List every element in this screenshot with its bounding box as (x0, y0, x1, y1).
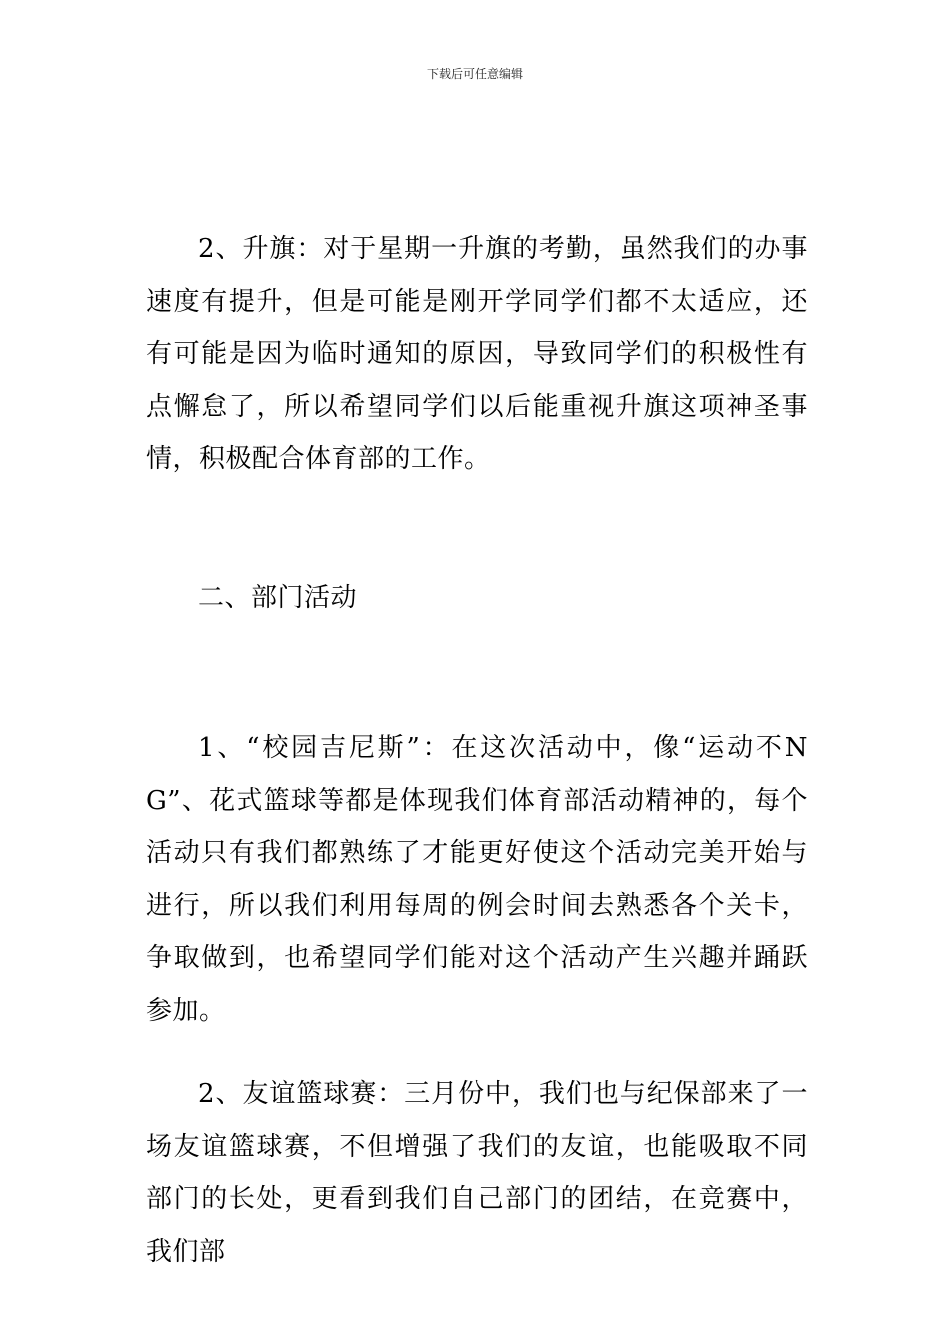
section-heading-department-activities: 二、部门活动 (198, 583, 358, 613)
paragraph-campus-guinness: 1、“校园吉尼斯”：在这次活动中，像“运动不NG”、花式篮球等都是体现我们体育部活动精神的，每个活动只有我们都熟练了才能更好使这个活动完美开始与进行，所以我们利用每周的例会时间去熟悉各个关卡，争取做到，也希望同学们能对这个活动产生兴趣并踊跃参加。 (146, 733, 808, 1026)
paragraph-flag-raising: 2、升旗：对于星期一升旗的考勤，虽然我们的办事速度有提升，但是可能是刚开学同学们都不太适应，还有可能是因为临时通知的原因，导致同学们的积极性有点懈怠了，所以希望同学们以后能重视升旗这项神圣事情，积极配合体育部的工作。 (146, 234, 808, 474)
page-header-note: 下载后可任意编辑 (426, 67, 523, 81)
paragraph-friendly-basketball: 2、友谊篮球赛：三月份中，我们也与纪保部来了一场友谊篮球赛，不但增强了我们的友谊，也能吸取不同部门的长处，更看到我们自己部门的团结，在竞赛中，我们部 (146, 1079, 808, 1267)
